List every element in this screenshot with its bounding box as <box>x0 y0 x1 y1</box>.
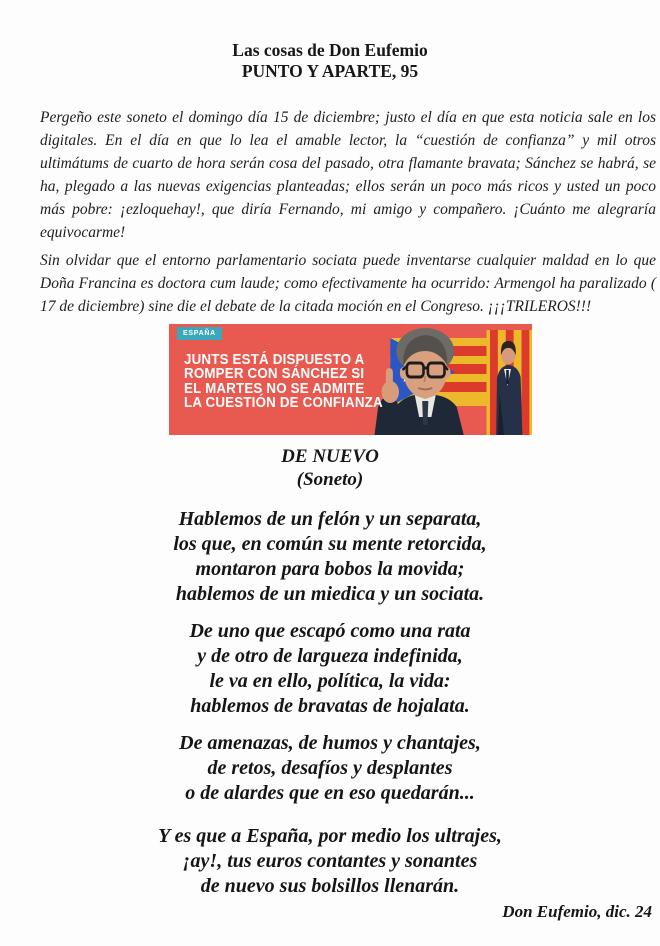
verse-line: Y es que a España, por medio los ultrajes, <box>158 825 502 847</box>
poem-title: DE NUEVO <box>281 446 379 467</box>
verse-line: hablemos de un miedica y un sociata. <box>175 583 485 605</box>
verse-line: y de otro de largueza indefinida, <box>197 645 463 667</box>
banner-headline-line-4: LA CUESTIÓN DE CONFIANZA <box>184 395 383 412</box>
banner-headline-line-3: EL MARTES NO SE ADMITE <box>184 380 365 397</box>
poem-title-block <box>0 445 660 491</box>
news-banner-image[interactable] <box>169 324 532 435</box>
banner-illustration <box>357 324 532 435</box>
verse-line: montaron para bobos la movida; <box>195 558 465 580</box>
verse-line: De uno que escapó como una rata <box>189 620 471 642</box>
page-title <box>0 0 660 82</box>
verse-line: o de alardes que en eso quedarán... <box>185 782 475 804</box>
stanza-4 <box>0 824 660 899</box>
page-title-line-2: PUNTO Y APARTE, 95 <box>241 61 419 81</box>
verse-line: de nuevo sus bolsillos llenarán. <box>200 875 460 897</box>
paragraph-1: Pergeño este soneto el domingo día 15 de diciembre; justo el día en que esta noticia sale en los digitales. En el día en que lo lea el amable lector, la “cuestión de confianza” y mil otros ultimátums de cuarto de hora serán cosa del pasado, otra flamante bravata; Sánchez se habrá, se ha, plegado a las nuevas exigencias planteadas; ellos serán un poco más ricos y usted un poco más pobre: ¡ezloquehay!, que diría Fernando, mi amigo y compañero. ¡Cuánto me alegraría equivocarme! <box>40 109 656 241</box>
banner-headline-line-2: ROMPER CON SÁNCHEZ SI <box>184 366 365 383</box>
espana-tag-label: ESPAÑA <box>177 327 222 340</box>
verse-line: hablemos de bravatas de hojalata. <box>190 695 470 717</box>
banner-headline <box>184 353 383 411</box>
paragraph-2: Sin olvidar que el entorno parlamentario sociata puede inventarse cualquier maldad en lo que Doña Francina es doctora cum laude; como efectivamente ha ocurrido: Armengol ha paralizado ( 17 de diciembre) sine die el debate de la citada moción en el Congreso. ¡¡¡TRILEROS!!! <box>40 252 656 315</box>
verse-line: los que, en común su mente retorcida, <box>173 533 487 555</box>
stanza-1 <box>0 507 660 607</box>
verse-line: de retos, desafíos y desplantes <box>207 757 453 779</box>
verse-line: le va en ello, política, la vida: <box>209 670 451 692</box>
author-signature: Don Eufemio, dic. 24 <box>502 902 652 921</box>
banner-headline-line-1: JUNTS ESTÁ DISPUESTO A <box>184 352 365 368</box>
poem-subtitle: (Soneto) <box>296 469 364 490</box>
stanza-3 <box>0 731 660 806</box>
stanza-2 <box>0 619 660 719</box>
verse-line: Hablemos de un felón y un separata, <box>178 508 482 530</box>
verse-line: De amenazas, de humos y chantajes, <box>179 732 481 754</box>
verse-line: ¡ay!, tus euros contantes y sonantes <box>182 850 478 872</box>
page-title-line-1: Las cosas de Don Eufemio <box>232 40 428 60</box>
article-body <box>40 106 656 318</box>
